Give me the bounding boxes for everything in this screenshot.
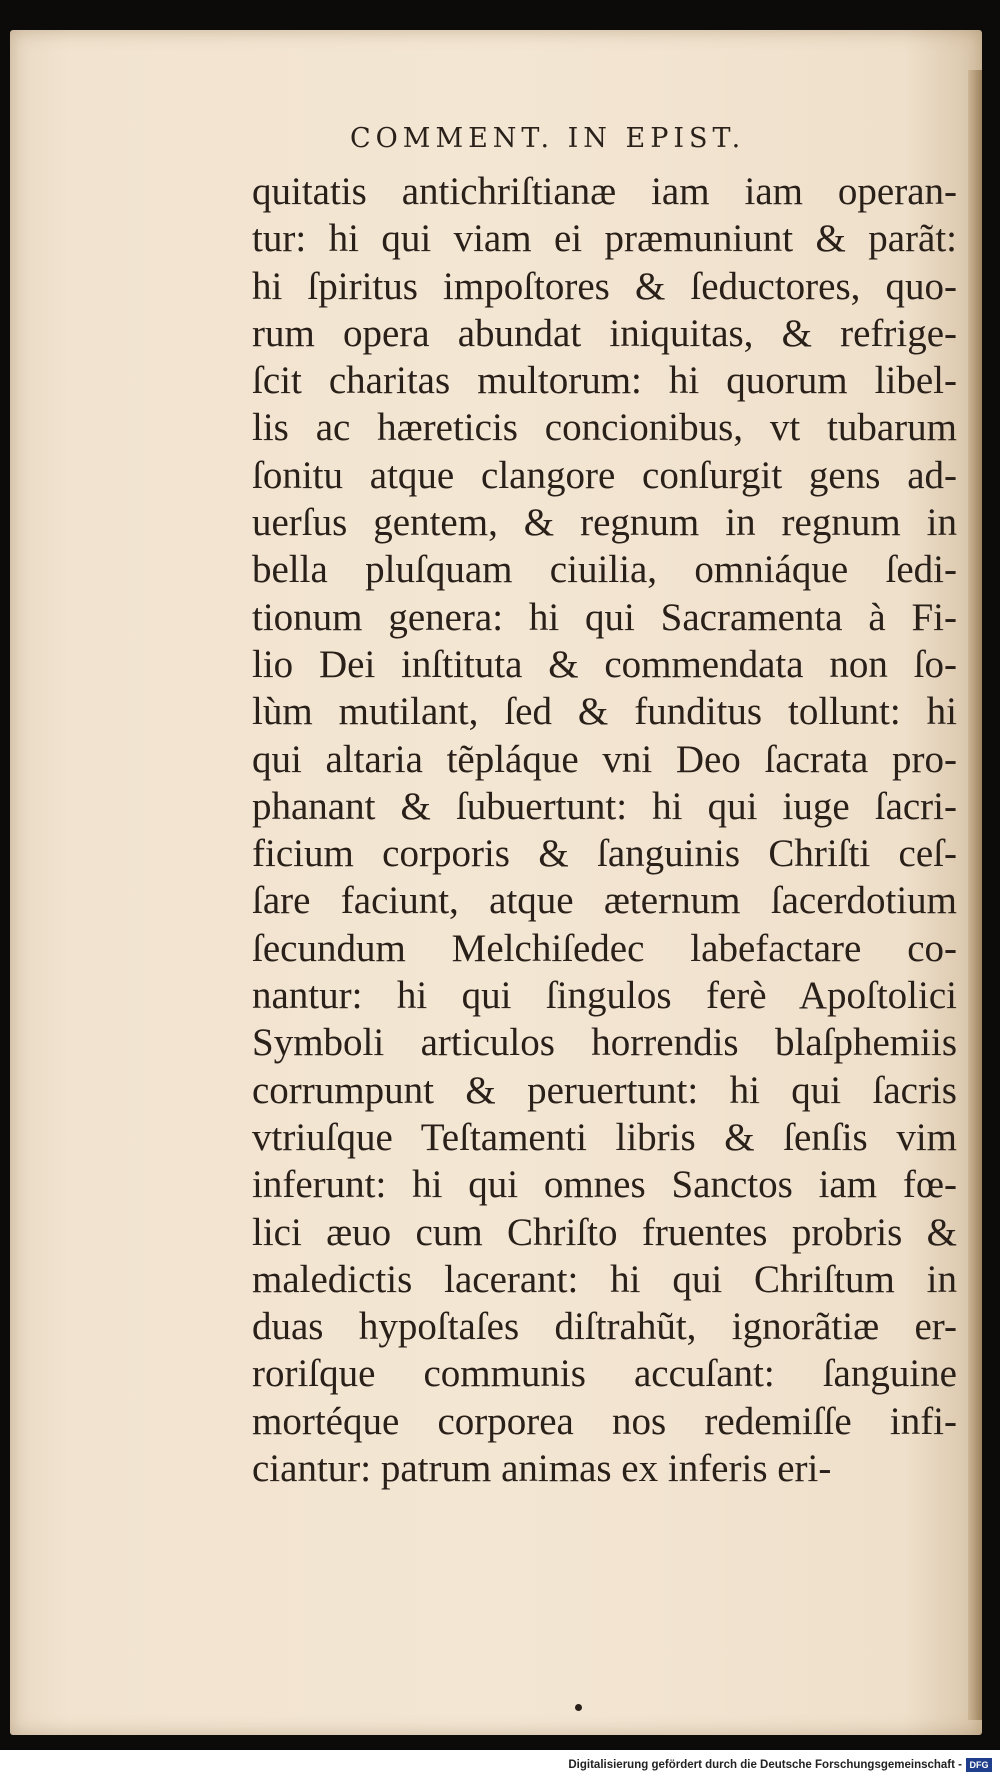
text-line: inferunt: hi qui omnes Sanctos iam fœ- bbox=[252, 1163, 957, 1207]
text-line: ficium corporis & ſanguinis Chriſti ceſ- bbox=[252, 832, 957, 876]
text-line: hi ſpiritus impoſtores & ſeductores, quo- bbox=[252, 264, 957, 308]
text-line: phanant & ſubuertunt: hi qui iuge ſacri- bbox=[252, 784, 957, 828]
text-line: uerſus gentem, & regnum in regnum in bbox=[252, 501, 957, 545]
text-block bbox=[252, 168, 957, 1492]
text-line: ſcit charitas multorum: hi quorum libel- bbox=[252, 359, 957, 403]
text-line: quitatis antichriſtianæ iam iam operan- bbox=[252, 170, 957, 213]
text-line: mortéque corporea nos redemiſſe infi- bbox=[252, 1399, 957, 1443]
text-line: tionum genera: hi qui Sacramenta à Fi- bbox=[252, 595, 957, 639]
text-line: tur: hi qui viam ei præmuniunt & parãt: bbox=[252, 217, 957, 261]
ink-dot bbox=[575, 1704, 582, 1711]
text-line: maledictis lacerant: hi qui Chriſtum in bbox=[252, 1257, 957, 1301]
text-line: lici æuo cum Chriſto fruentes probris & bbox=[252, 1210, 957, 1254]
text-line: roriſque communis accuſant: ſanguine bbox=[252, 1352, 957, 1396]
page-edge-shadow bbox=[968, 70, 982, 1720]
text-line: qui altaria tẽpláque vni Deo ſacrata pro- bbox=[252, 737, 957, 781]
text-line: Symboli articulos horrendis blaſphemiis bbox=[252, 1021, 957, 1065]
text-line: ſare faciunt, atque æternum ſacerdotium bbox=[252, 879, 957, 923]
text-line: nantur: hi qui ſingulos ferè Apoſtolici bbox=[252, 974, 957, 1018]
text-line: ſecundum Melchiſedec labefactare co- bbox=[252, 926, 957, 970]
text-line: lio Dei inſtituta & commendata non ſo- bbox=[252, 642, 957, 686]
dfg-logo: DFG bbox=[966, 1758, 992, 1772]
text-line: duas hypoſtaſes diſtrahũt, ignorãtiæ er- bbox=[252, 1305, 957, 1349]
text-line: corrumpunt & peruertunt: hi qui ſacris bbox=[252, 1068, 957, 1112]
text-line: rum opera abundat iniquitas, & refrige- bbox=[252, 311, 957, 355]
footer-credit: Digitalisierung gefördert durch die Deutsche Forschungsgemeinschaft - bbox=[568, 1759, 962, 1771]
text-line: ciantur: patrum animas ex inferis eri- bbox=[252, 1447, 832, 1491]
running-head: COMMENT. IN EPIST. bbox=[350, 123, 746, 154]
text-line: bella pluſquam ciuilia, omniáque ſedi- bbox=[252, 548, 957, 592]
text-line: lis ac hæreticis concionibus, vt tubarum bbox=[252, 406, 957, 450]
digitization-footer bbox=[0, 1752, 1000, 1780]
text-line: vtriuſque Teſtamenti libris & ſenſis vim bbox=[252, 1115, 957, 1159]
text-line: ſonitu atque clangore conſurgit gens ad- bbox=[252, 453, 957, 497]
text-line: lùm mutilant, ſed & funditus tollunt: hi bbox=[252, 690, 957, 734]
